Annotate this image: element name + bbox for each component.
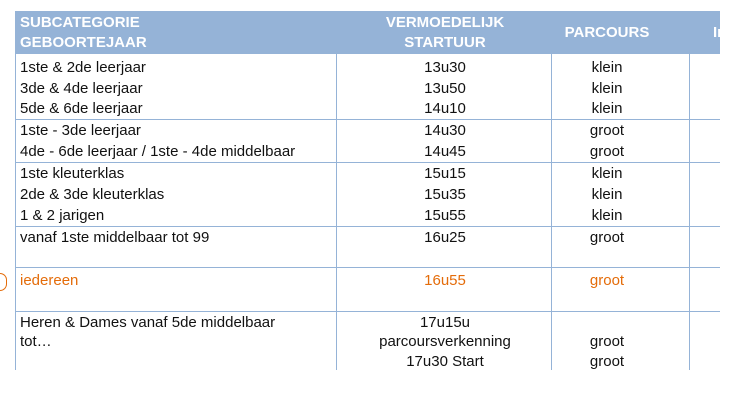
subcategorie-cell: 1ste kleuterklas	[20, 165, 125, 182]
startuur-cell: 13u50	[424, 79, 466, 97]
parcours-cell: klein	[591, 79, 623, 97]
header-startuur	[355, 11, 535, 54]
header-subcategorie-line2: GEBOORTEJAAR	[20, 33, 147, 51]
subcategorie-cell: 2de & 3de kleuterklas	[20, 186, 165, 203]
parcours-cell: klein	[591, 186, 623, 203]
subcategorie-cell: vanaf 1ste middelbaar tot 99	[20, 229, 210, 246]
startuur-cell: 14u30	[424, 122, 466, 139]
parcours-cell: klein	[591, 165, 623, 182]
parcours-cell: groot	[589, 272, 625, 289]
header-extra-label: In	[713, 23, 727, 41]
grid-line-col3	[689, 54, 690, 370]
group-separator	[15, 311, 720, 312]
subcategorie-cell: 1ste & 2de leerjaar	[20, 59, 146, 76]
startuur-cell: 15u15	[424, 165, 466, 182]
parcours-cell: groot	[589, 333, 625, 350]
startuur-cell: 15u55	[424, 207, 466, 224]
startuur-cell: 17u30 Start	[406, 353, 484, 370]
header-subcategorie-line1: SUBCATEGORIE	[20, 13, 140, 31]
subcategorie-cell: Heren & Dames vanaf 5de middelbaar	[20, 314, 276, 331]
subcategorie-cell: 1ste - 3de leerjaar	[20, 122, 141, 139]
header-parcours-label: PARCOURS	[564, 23, 650, 41]
group-separator	[15, 267, 720, 268]
parcours-cell: klein	[591, 207, 623, 224]
header-subcategorie	[20, 11, 147, 54]
parcours-cell: klein	[591, 59, 623, 76]
header-startuur-line1: VERMOEDELIJK	[385, 13, 505, 31]
startuur-cell: 16u55	[424, 272, 466, 289]
subcategorie-cell: 3de & 4de leerjaar	[20, 79, 143, 97]
startuur-cell: 15u35	[424, 186, 466, 203]
grid-line-left	[15, 54, 16, 370]
startuur-cell: 17u15u	[419, 314, 471, 331]
subcategorie-cell: 1 & 2 jarigen	[20, 207, 105, 224]
parcours-cell: groot	[589, 229, 625, 246]
table-header	[15, 11, 727, 54]
startuur-cell: parcoursverkenning	[379, 333, 511, 350]
subcategorie-cell: iedereen	[20, 272, 79, 289]
parcours-cell: groot	[589, 353, 625, 370]
parcours-cell: groot	[589, 122, 625, 139]
subcategorie-cell: 5de & 6de leerjaar	[20, 100, 143, 117]
row-marker	[0, 273, 7, 291]
header-startuur-line2: STARTUUR	[404, 33, 486, 51]
parcours-cell: klein	[591, 100, 623, 117]
header-parcours	[551, 11, 663, 54]
startuur-cell: 16u25	[424, 229, 466, 246]
subcategorie-cell: tot…	[20, 333, 52, 350]
subcategorie-cell: 4de - 6de leerjaar / 1ste - 4de middelbaar	[20, 143, 296, 160]
startuur-cell: 14u10	[424, 100, 466, 117]
header-extra-column	[713, 11, 733, 54]
startuur-cell: 13u30	[424, 59, 466, 76]
parcours-cell: groot	[589, 143, 625, 160]
startuur-cell: 14u45	[424, 143, 466, 160]
